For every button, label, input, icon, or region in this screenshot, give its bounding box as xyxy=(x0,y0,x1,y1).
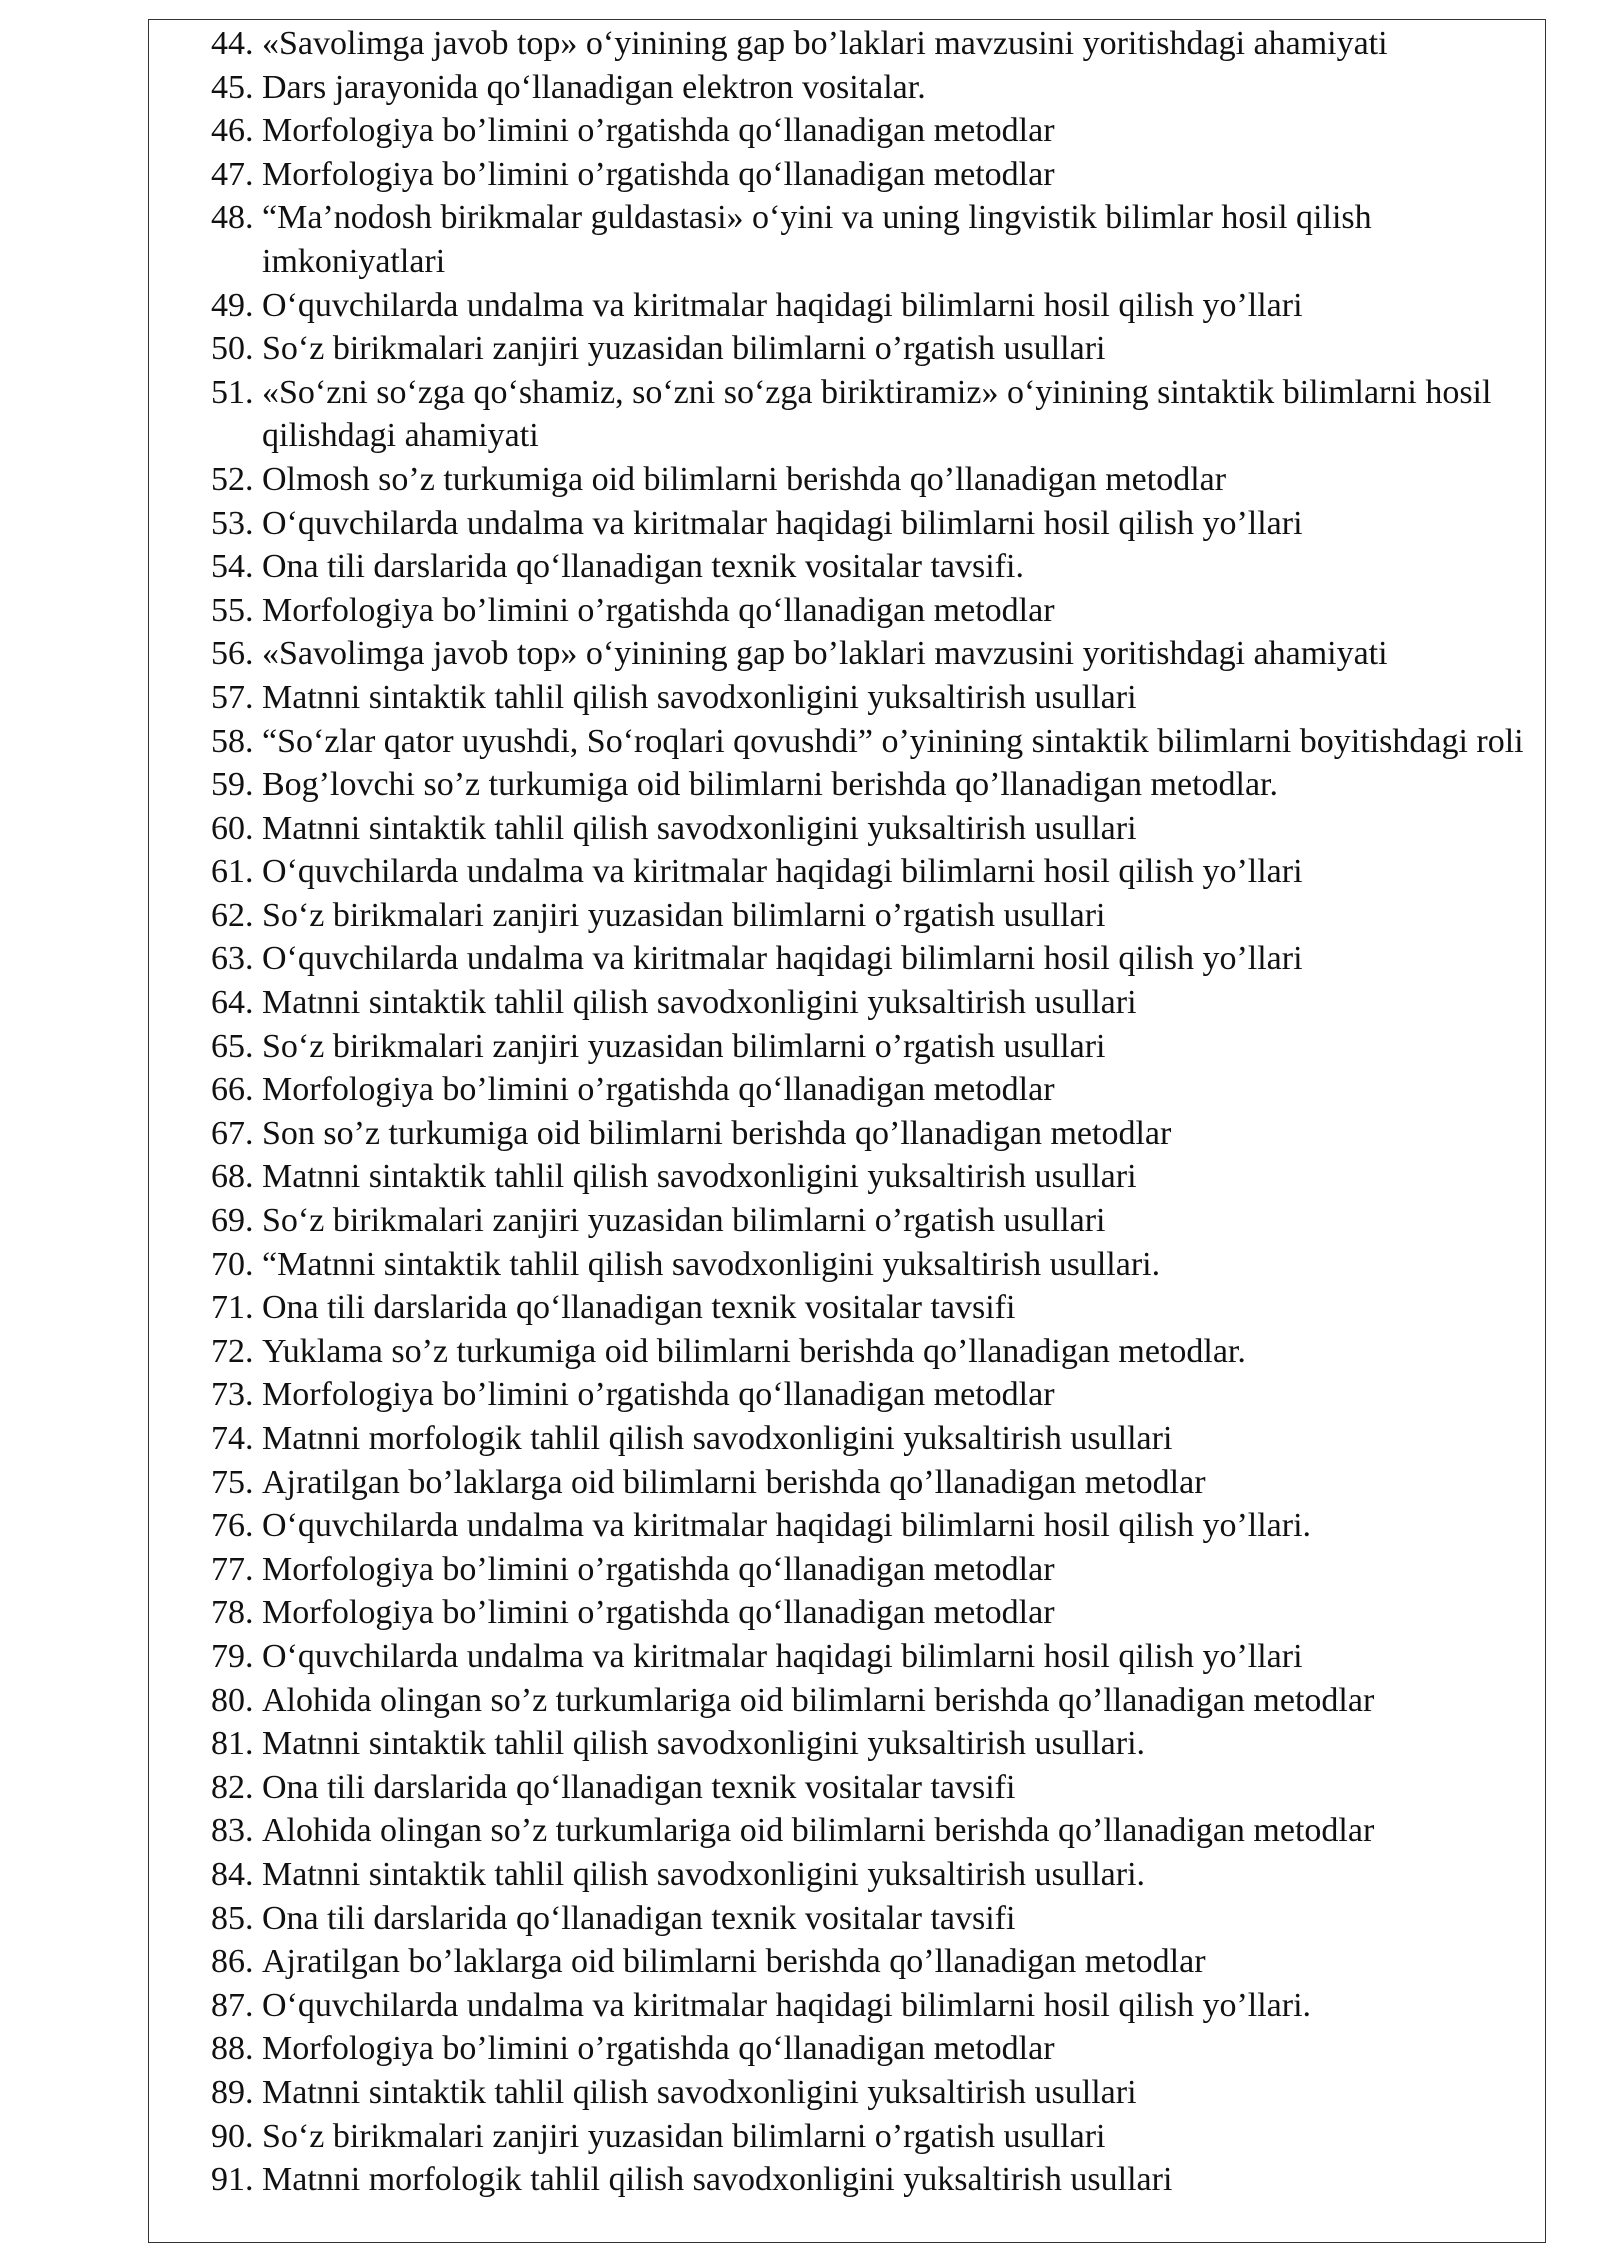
list-item xyxy=(211,371,1541,458)
list-item xyxy=(211,1286,1541,1330)
list-item-text: Matnni sintaktik tahlil qilish savodxonligini yuksaltirish usullari. xyxy=(262,1855,1146,1893)
list-item-text: So‘z birikmalari zanjiri yuzasidan bilimlarni o’rgatish usullari xyxy=(262,1202,1106,1240)
list-item-text: Ona tili darslarida qo‘llanadigan texnik vositalar tavsifi xyxy=(262,1289,1016,1327)
list-item-text: Dars jarayonida qo‘llanadigan elektron vositalar. xyxy=(262,68,926,106)
list-item-text: “Matnni sintaktik tahlil qilish savodxonligini yuksaltirish usullari. xyxy=(262,1245,1161,1283)
list-item-text: So‘z birikmalari zanjiri yuzasidan bilimlarni o’rgatish usullari xyxy=(262,1027,1106,1065)
list-item-text: Matnni morfologik tahlil qilish savodxonligini yuksaltirish usullari xyxy=(262,2161,1173,2199)
list-item xyxy=(211,1417,1541,1461)
list-item-number: 75. xyxy=(211,1463,254,1501)
list-item xyxy=(211,1809,1541,1853)
list-item-number: 70. xyxy=(211,1245,254,1283)
list-item-text: Matnni sintaktik tahlil qilish savodxonligini yuksaltirish usullari xyxy=(262,1158,1137,1196)
list-item-number: 68. xyxy=(211,1158,254,1196)
list-item xyxy=(211,1591,1541,1635)
list-item xyxy=(211,632,1541,676)
list-item-number: 58. xyxy=(211,722,254,760)
list-item-text: Matnni sintaktik tahlil qilish savodxonligini yuksaltirish usullari. xyxy=(262,1725,1146,1763)
list-item xyxy=(211,1766,1541,1810)
list-item xyxy=(211,1068,1541,1112)
list-item-text: Yuklama so’z turkumiga oid bilimlarni berishda qo’llanadigan metodlar. xyxy=(262,1332,1246,1370)
list-item-text: Son so’z turkumiga oid bilimlarni berishda qo’llanadigan metodlar xyxy=(262,1114,1172,1152)
list-item xyxy=(211,458,1541,502)
list-item xyxy=(211,1461,1541,1505)
list-item xyxy=(211,1984,1541,2028)
list-item xyxy=(211,2027,1541,2071)
list-item-text: O‘quvchilarda undalma va kiritmalar haqidagi bilimlarni hosil qilish yo’llari xyxy=(262,504,1303,542)
list-item-number: 89. xyxy=(211,2073,254,2111)
list-item-number: 79. xyxy=(211,1637,254,1675)
list-item-number: 47. xyxy=(211,155,254,193)
list-item xyxy=(211,1025,1541,1069)
list-item xyxy=(211,676,1541,720)
list-item-number: 82. xyxy=(211,1768,254,1806)
list-item-number: 84. xyxy=(211,1855,254,1893)
list-item xyxy=(211,981,1541,1025)
list-item xyxy=(211,502,1541,546)
list-item-number: 81. xyxy=(211,1725,254,1763)
list-item-number: 74. xyxy=(211,1420,254,1457)
list-item-text: «Savolimga javob top» o‘yinining gap bo’laklari mavzusini yoritishdagi ahamiyati xyxy=(262,635,1388,673)
list-item-text: Ona tili darslarida qo‘llanadigan texnik vositalar tavsifi. xyxy=(262,548,1024,586)
list-item-number: 56. xyxy=(211,635,254,673)
list-item-number: 60. xyxy=(211,809,254,847)
list-item-number: 72. xyxy=(211,1332,254,1370)
list-item-number: 67. xyxy=(211,1114,254,1152)
list-item xyxy=(211,2158,1541,2202)
list-item xyxy=(211,1853,1541,1897)
list-item-text: Ajratilgan bo’laklarga oid bilimlarni berishda qo’llanadigan metodlar xyxy=(262,1463,1206,1501)
list-item-number: 53. xyxy=(211,504,254,542)
list-item-text: “Ma’nodosh birikmalar guldastasi» o‘yini va uning lingvistik bilimlar hosil qilish imkoniyatlari xyxy=(262,199,1372,280)
list-item-number: 87. xyxy=(211,1986,254,2024)
list-item-text: Bog’lovchi so’z turkumiga oid bilimlarni berishda qo’llanadigan metodlar. xyxy=(262,766,1278,804)
list-item-number: 71. xyxy=(211,1289,254,1327)
list-item-text: O‘quvchilarda undalma va kiritmalar haqidagi bilimlarni hosil qilish yo’llari xyxy=(262,1637,1303,1675)
list-item xyxy=(211,1679,1541,1723)
list-item-number: 44. xyxy=(211,25,254,62)
list-item xyxy=(211,545,1541,589)
list-item-number: 62. xyxy=(211,896,254,934)
list-item-number: 49. xyxy=(211,286,254,324)
list-item-text: Morfologiya bo’limini o’rgatishda qo‘llanadigan metodlar xyxy=(262,2030,1055,2068)
list-item-number: 50. xyxy=(211,330,254,368)
list-item-text: Alohida olingan so’z turkumlariga oid bilimlarni berishda qo’llanadigan metodlar xyxy=(262,1812,1375,1850)
list-item xyxy=(211,327,1541,371)
list-item-number: 78. xyxy=(211,1594,254,1632)
list-item xyxy=(211,763,1541,807)
list-item xyxy=(211,66,1541,110)
list-item-number: 76. xyxy=(211,1507,254,1545)
list-item xyxy=(211,109,1541,153)
list-item-number: 77. xyxy=(211,1550,254,1588)
list-item-number: 69. xyxy=(211,1202,254,1240)
list-item-number: 52. xyxy=(211,460,254,498)
list-item-number: 51. xyxy=(211,373,254,411)
list-item xyxy=(211,1940,1541,1984)
list-item xyxy=(211,1330,1541,1374)
topic-list xyxy=(211,22,1541,2202)
list-item-text: Matnni sintaktik tahlil qilish savodxonligini yuksaltirish usullari xyxy=(262,984,1137,1022)
list-item xyxy=(211,1504,1541,1548)
list-item-text: Ona tili darslarida qo‘llanadigan texnik vositalar tavsifi xyxy=(262,1899,1016,1937)
list-item-text: Matnni sintaktik tahlil qilish savodxonligini yuksaltirish usullari xyxy=(262,678,1137,716)
list-item xyxy=(211,937,1541,981)
list-item-number: 85. xyxy=(211,1899,254,1937)
list-item-text: “So‘zlar qator uyushdi, So‘roqlari qovushdi” o’yinining sintaktik bilimlarni boyitishdagi roli xyxy=(262,722,1524,760)
list-item xyxy=(211,1112,1541,1156)
list-item-number: 48. xyxy=(211,199,254,237)
list-item-number: 91. xyxy=(211,2161,254,2199)
list-item-number: 57. xyxy=(211,678,254,716)
list-item xyxy=(211,1635,1541,1679)
list-item-text: Morfologiya bo’limini o’rgatishda qo‘llanadigan metodlar xyxy=(262,1376,1055,1414)
list-item-text: Olmosh so’z turkumiga oid bilimlarni berishda qo’llanadigan metodlar xyxy=(262,460,1227,498)
list-item-text: Morfologiya bo’limini o’rgatishda qo‘llanadigan metodlar xyxy=(262,1594,1055,1632)
list-item-text: Ajratilgan bo’laklarga oid bilimlarni berishda qo’llanadigan metodlar xyxy=(262,1943,1206,1981)
list-item-text: Morfologiya bo’limini o’rgatishda qo‘llanadigan metodlar xyxy=(262,1550,1055,1588)
list-item xyxy=(211,1373,1541,1417)
list-item xyxy=(211,720,1541,764)
list-item-number: 90. xyxy=(211,2117,254,2155)
list-item xyxy=(211,1243,1541,1287)
list-item-text: O‘quvchilarda undalma va kiritmalar haqidagi bilimlarni hosil qilish yo’llari xyxy=(262,286,1303,324)
list-item xyxy=(211,1897,1541,1941)
list-item-text: Ona tili darslarida qo‘llanadigan texnik vositalar tavsifi xyxy=(262,1768,1016,1806)
list-item xyxy=(211,1155,1541,1199)
list-item xyxy=(211,153,1541,197)
list-item-text: Morfologiya bo’limini o’rgatishda qo‘llanadigan metodlar xyxy=(262,155,1055,193)
list-item-text: Morfologiya bo’limini o’rgatishda qo‘llanadigan metodlar xyxy=(262,1071,1055,1109)
list-item xyxy=(211,22,1541,66)
list-item-number: 73. xyxy=(211,1376,254,1414)
list-item-number: 66. xyxy=(211,1071,254,1109)
list-item xyxy=(211,2071,1541,2115)
list-item xyxy=(211,2115,1541,2159)
list-item-number: 80. xyxy=(211,1681,254,1719)
list-item-text: So‘z birikmalari zanjiri yuzasidan bilimlarni o’rgatish usullari xyxy=(262,2117,1106,2155)
list-item-number: 64. xyxy=(211,984,254,1022)
list-item-number: 59. xyxy=(211,766,254,804)
list-item xyxy=(211,894,1541,938)
list-item-text: «Savolimga javob top» o‘yinining gap bo’laklari mavzusini yoritishdagi ahamiyati xyxy=(262,25,1388,62)
list-item-number: 45. xyxy=(211,68,254,106)
list-item-text: O‘quvchilarda undalma va kiritmalar haqidagi bilimlarni hosil qilish yo’llari. xyxy=(262,1986,1312,2024)
list-item-text: Alohida olingan so’z turkumlariga oid bilimlarni berishda qo’llanadigan metodlar xyxy=(262,1681,1375,1719)
list-item xyxy=(211,284,1541,328)
list-item xyxy=(211,196,1541,283)
list-item xyxy=(211,1548,1541,1592)
list-item xyxy=(211,807,1541,851)
list-item-text: O‘quvchilarda undalma va kiritmalar haqidagi bilimlarni hosil qilish yo’llari xyxy=(262,853,1303,891)
list-item-number: 65. xyxy=(211,1027,254,1065)
list-item xyxy=(211,850,1541,894)
list-item-number: 46. xyxy=(211,112,254,150)
list-item-text: So‘z birikmalari zanjiri yuzasidan bilimlarni o’rgatish usullari xyxy=(262,896,1106,934)
list-item-text: Matnni sintaktik tahlil qilish savodxonligini yuksaltirish usullari xyxy=(262,2073,1137,2111)
list-item xyxy=(211,1199,1541,1243)
list-item-number: 88. xyxy=(211,2030,254,2068)
list-item-number: 63. xyxy=(211,940,254,978)
list-item-number: 86. xyxy=(211,1943,254,1981)
list-item-text: So‘z birikmalari zanjiri yuzasidan bilimlarni o’rgatish usullari xyxy=(262,330,1106,368)
list-item-text: O‘quvchilarda undalma va kiritmalar haqidagi bilimlarni hosil qilish yo’llari xyxy=(262,940,1303,978)
list-item-text: Matnni morfologik tahlil qilish savodxonligini yuksaltirish usullari xyxy=(262,1420,1173,1457)
list-item-text: Morfologiya bo’limini o’rgatishda qo‘llanadigan metodlar xyxy=(262,591,1055,629)
list-item-text: Matnni sintaktik tahlil qilish savodxonligini yuksaltirish usullari xyxy=(262,809,1137,847)
list-item xyxy=(211,1722,1541,1766)
list-item-number: 55. xyxy=(211,591,254,629)
list-item-number: 83. xyxy=(211,1812,254,1850)
list-item-text: «So‘zni so‘zga qo‘shamiz, so‘zni so‘zga biriktiramiz» o‘yinining sintaktik bilimlarni hosil qilishdagi ahamiyati xyxy=(262,373,1492,455)
list-item-number: 61. xyxy=(211,853,254,891)
list-item-text: Morfologiya bo’limini o’rgatishda qo‘llanadigan metodlar xyxy=(262,112,1055,150)
list-item-number: 54. xyxy=(211,548,254,586)
list-item xyxy=(211,589,1541,633)
list-item-text: O‘quvchilarda undalma va kiritmalar haqidagi bilimlarni hosil qilish yo’llari. xyxy=(262,1507,1312,1545)
